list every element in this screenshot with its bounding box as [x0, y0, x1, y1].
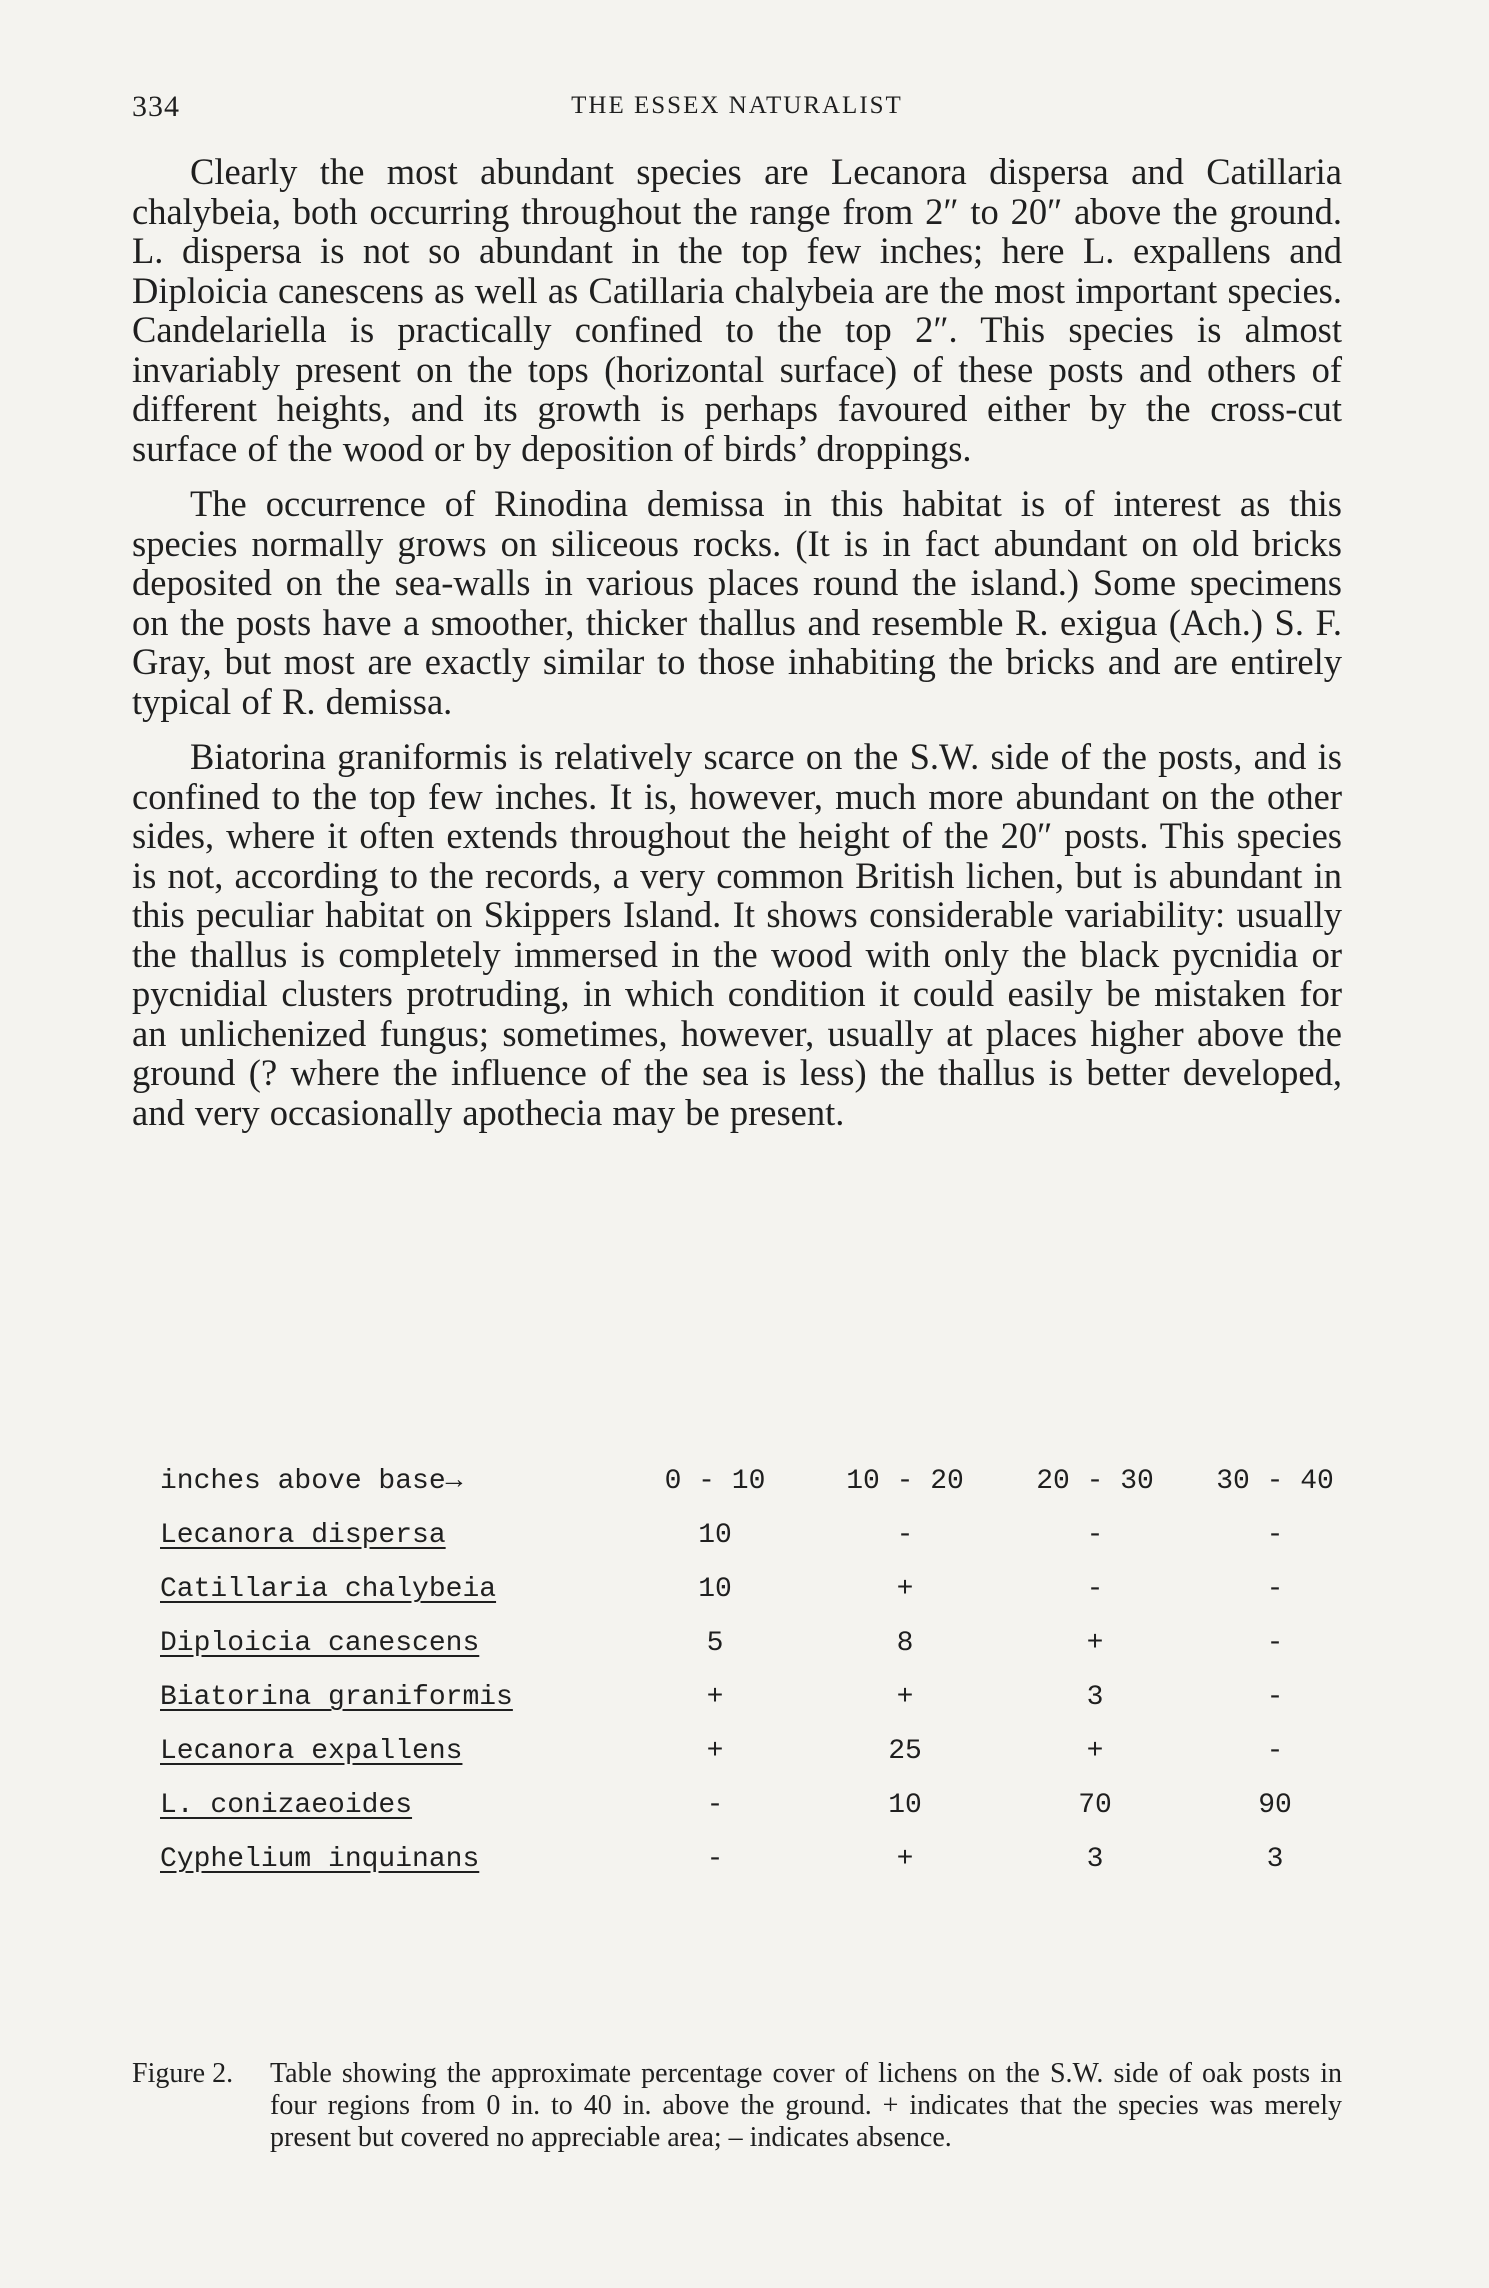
cover-value: +	[1086, 1736, 1104, 1767]
table-row	[160, 1844, 1360, 1898]
cover-value: -	[1266, 1574, 1284, 1605]
body-text	[132, 152, 1342, 1132]
table-header-row	[160, 1466, 1360, 1520]
cover-value: +	[706, 1682, 724, 1713]
cover-value: +	[896, 1682, 914, 1713]
cover-value: -	[1266, 1520, 1284, 1551]
cover-value: +	[896, 1574, 914, 1605]
cover-value: 70	[1078, 1790, 1112, 1821]
table-row	[160, 1628, 1360, 1682]
paragraph: Biatorina graniformis is relatively scarce on the S.W. side of the posts, and is confined to the top few inches. It is, however, much more abundant on the other sides, where it often extends throughout the height of the 20″ posts. This species is not, according to the records, a very common British lichen, but is abundant in this peculiar habitat on Skippers Island. It shows considerable variability: usually the thallus is completely immersed in the wood with only the black pycnidia or pycnidial clusters protruding, in which condition it could easily be mistaken for an unlichenized fungus; sometimes, however, usually at places higher above the ground (? where the influence of the sea is less) the thallus is better developed, and very occasionally apothecia may be present.	[132, 736, 1342, 1133]
paragraph: The occurrence of Rinodina demissa in this habitat is of interest as this species normally grows on siliceous rocks. (It is in fact abundant on old bricks deposited on the sea-walls in various places round the island.) Some specimens on the posts have a smoother, thicker thallus and resemble R. exigua (Ach.) S. F. Gray, but most are exactly similar to those inhabiting the bricks and are entirely typical of R. demissa.	[132, 483, 1342, 722]
table-row	[160, 1736, 1360, 1790]
caption-text: Table showing the approximate percentage cover of lichens on the S.W. side of oak posts in four regions from 0 in. to 40 in. above the ground. + indicates that the species was merely present but covered no appreciable area; – indicates absence.	[270, 2058, 1342, 2153]
species-name: Catillaria chalybeia	[160, 1574, 497, 1605]
cover-value: 25	[888, 1736, 922, 1767]
lichen-cover-table	[160, 1466, 1360, 1898]
species-name: Biatorina graniformis	[160, 1682, 513, 1713]
cover-value: +	[706, 1736, 724, 1767]
column-header: 10 - 20	[846, 1466, 964, 1497]
paragraph: Clearly the most abundant species are Lecanora dispersa and Catillaria chalybeia, both occurring throughout the range from 2″ to 20″ above the ground. L. dispersa is not so abundant in the top few inches; here L. expallens and Diploicia canescens as well as Catillaria chalybeia are the most important species. Candelariella is practically confined to the top 2″. This species is almost invariably present on the tops (horizontal surface) of these posts and others of different heights, and its growth is perhaps favoured either by the cross-cut surface of the wood or by deposition of birds’ droppings.	[132, 151, 1342, 469]
column-header: 20 - 30	[1036, 1466, 1154, 1497]
cover-value: +	[896, 1844, 914, 1875]
cover-value: 10	[888, 1790, 922, 1821]
cover-value: 5	[706, 1628, 724, 1659]
column-header: 30 - 40	[1216, 1466, 1334, 1497]
column-header: 0 - 10	[664, 1466, 766, 1497]
table-header-label: inches above base→	[160, 1466, 463, 1497]
cover-value: 3	[1086, 1682, 1104, 1713]
table-row	[160, 1682, 1360, 1736]
cover-value: 10	[698, 1520, 732, 1551]
cover-value: -	[896, 1520, 914, 1551]
cover-value: 3	[1086, 1844, 1104, 1875]
species-name: Diploicia canescens	[160, 1628, 480, 1659]
cover-value: -	[1266, 1628, 1284, 1659]
page-header	[132, 90, 1342, 130]
table-row	[160, 1574, 1360, 1628]
species-name: Lecanora dispersa	[160, 1520, 446, 1551]
table-row	[160, 1520, 1360, 1574]
page-number: 334	[132, 90, 180, 123]
cover-value: 8	[896, 1628, 914, 1659]
cover-value: 10	[698, 1574, 732, 1605]
species-name: Lecanora expallens	[160, 1736, 463, 1767]
cover-value: -	[1086, 1520, 1104, 1551]
cover-value: +	[1086, 1628, 1104, 1659]
cover-value: 90	[1258, 1790, 1292, 1821]
figure-caption	[132, 2058, 1342, 2154]
cover-value: -	[706, 1790, 724, 1821]
cover-value: -	[706, 1844, 724, 1875]
cover-value: -	[1086, 1574, 1104, 1605]
running-head: THE ESSEX NATURALIST	[571, 92, 903, 119]
cover-value: 3	[1266, 1844, 1284, 1875]
cover-value: -	[1266, 1682, 1284, 1713]
table-row	[160, 1790, 1360, 1844]
figure-label: Figure 2.	[132, 2058, 234, 2089]
species-name: L. conizaeoides	[160, 1790, 413, 1821]
species-name: Cyphelium inquinans	[160, 1844, 480, 1875]
cover-value: -	[1266, 1736, 1284, 1767]
